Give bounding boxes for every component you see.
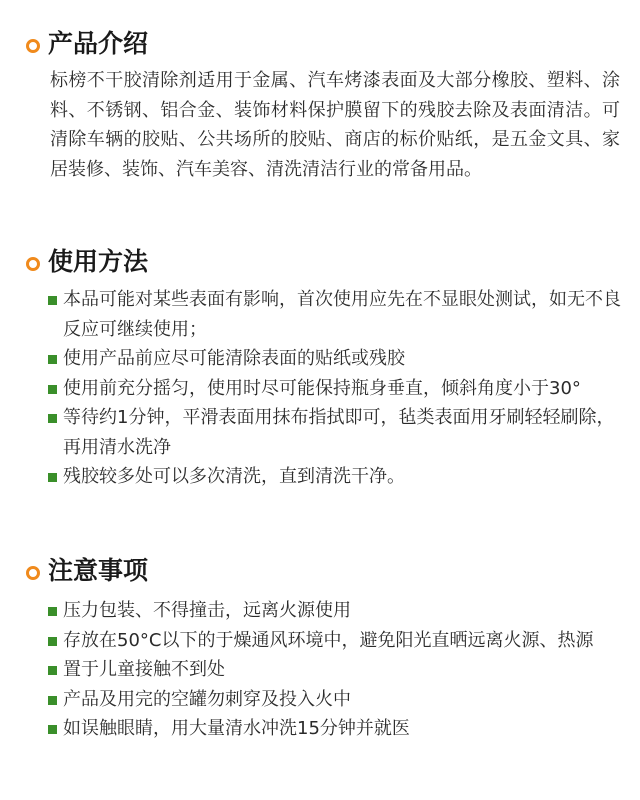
list-item <box>48 714 628 744</box>
green-square-bullet-icon <box>48 637 57 646</box>
green-square-bullet-icon <box>48 414 57 423</box>
list-item-text: 使用前充分摇匀，使用时尽可能保持瓶身垂直，倾斜角度小于30° <box>63 377 581 399</box>
notes-list <box>48 596 628 744</box>
list-item-text: 存放在50°C以下的于燥通风环境中，避免阳光直晒远离火源、热源 <box>63 629 594 651</box>
section-heading <box>0 553 640 593</box>
green-square-bullet-icon <box>48 296 57 305</box>
list-item <box>48 685 628 715</box>
orange-circle-icon <box>26 566 40 580</box>
section-product-intro <box>0 26 640 180</box>
heading-product-intro: 产品介绍 <box>48 29 149 58</box>
list-item <box>48 655 628 685</box>
list-item <box>48 596 628 626</box>
list-item <box>48 374 628 404</box>
orange-circle-icon <box>26 257 40 271</box>
section-usage <box>0 244 640 487</box>
list-item <box>48 344 628 374</box>
list-item-text: 本品可能对某些表面有影响，首次使用应先在不显眼处测试，如无不良反应可继续使用； <box>63 289 621 340</box>
list-item <box>48 285 628 344</box>
list-item <box>48 626 628 656</box>
green-square-bullet-icon <box>48 385 57 394</box>
list-item-text: 等待约1分钟，平滑表面用抹布指拭即可，毡类表面用牙刷轻轻刷除，再用清水洗净 <box>63 407 615 458</box>
green-square-bullet-icon <box>48 666 57 675</box>
intro-paragraph: 标榜不干胶清除剂适用于金属、汽车烤漆表面及大部分橡胶、塑料、涂料、不锈钢、铝合金、装饰材料保护膜留下的残胶去除及表面清洁。可清除车辆的胶贴、公共场所的胶贴、商店的标价贴纸，是五金文具、家居装修、装饰、汽车美容、清洗清洁行业的常备用品。 <box>50 70 620 180</box>
list-item-text: 残胶较多处可以多次清洗，直到清洗干净。 <box>63 466 405 487</box>
usage-list <box>48 285 628 492</box>
list-item <box>48 403 628 462</box>
green-square-bullet-icon <box>48 725 57 734</box>
section-heading <box>0 26 640 66</box>
list-item-text: 如误触眼睛，用大量清水冲洗15分钟并就医 <box>63 718 410 739</box>
green-square-bullet-icon <box>48 355 57 364</box>
list-item-text: 使用产品前应尽可能清除表面的贴纸或残胶 <box>63 348 405 369</box>
green-square-bullet-icon <box>48 696 57 705</box>
heading-usage: 使用方法 <box>48 247 149 276</box>
list-item-text: 置于儿童接触不到处 <box>63 659 225 680</box>
green-square-bullet-icon <box>48 607 57 616</box>
green-square-bullet-icon <box>48 473 57 482</box>
orange-circle-icon <box>26 39 40 53</box>
heading-notes: 注意事项 <box>48 556 149 585</box>
section-notes <box>0 553 640 739</box>
list-item-text: 产品及用完的空罐勿刺穿及投入火中 <box>63 688 351 710</box>
list-item-text: 压力包装、不得撞击，远离火源使用 <box>63 600 351 621</box>
section-heading <box>0 244 640 284</box>
list-item <box>48 462 628 492</box>
